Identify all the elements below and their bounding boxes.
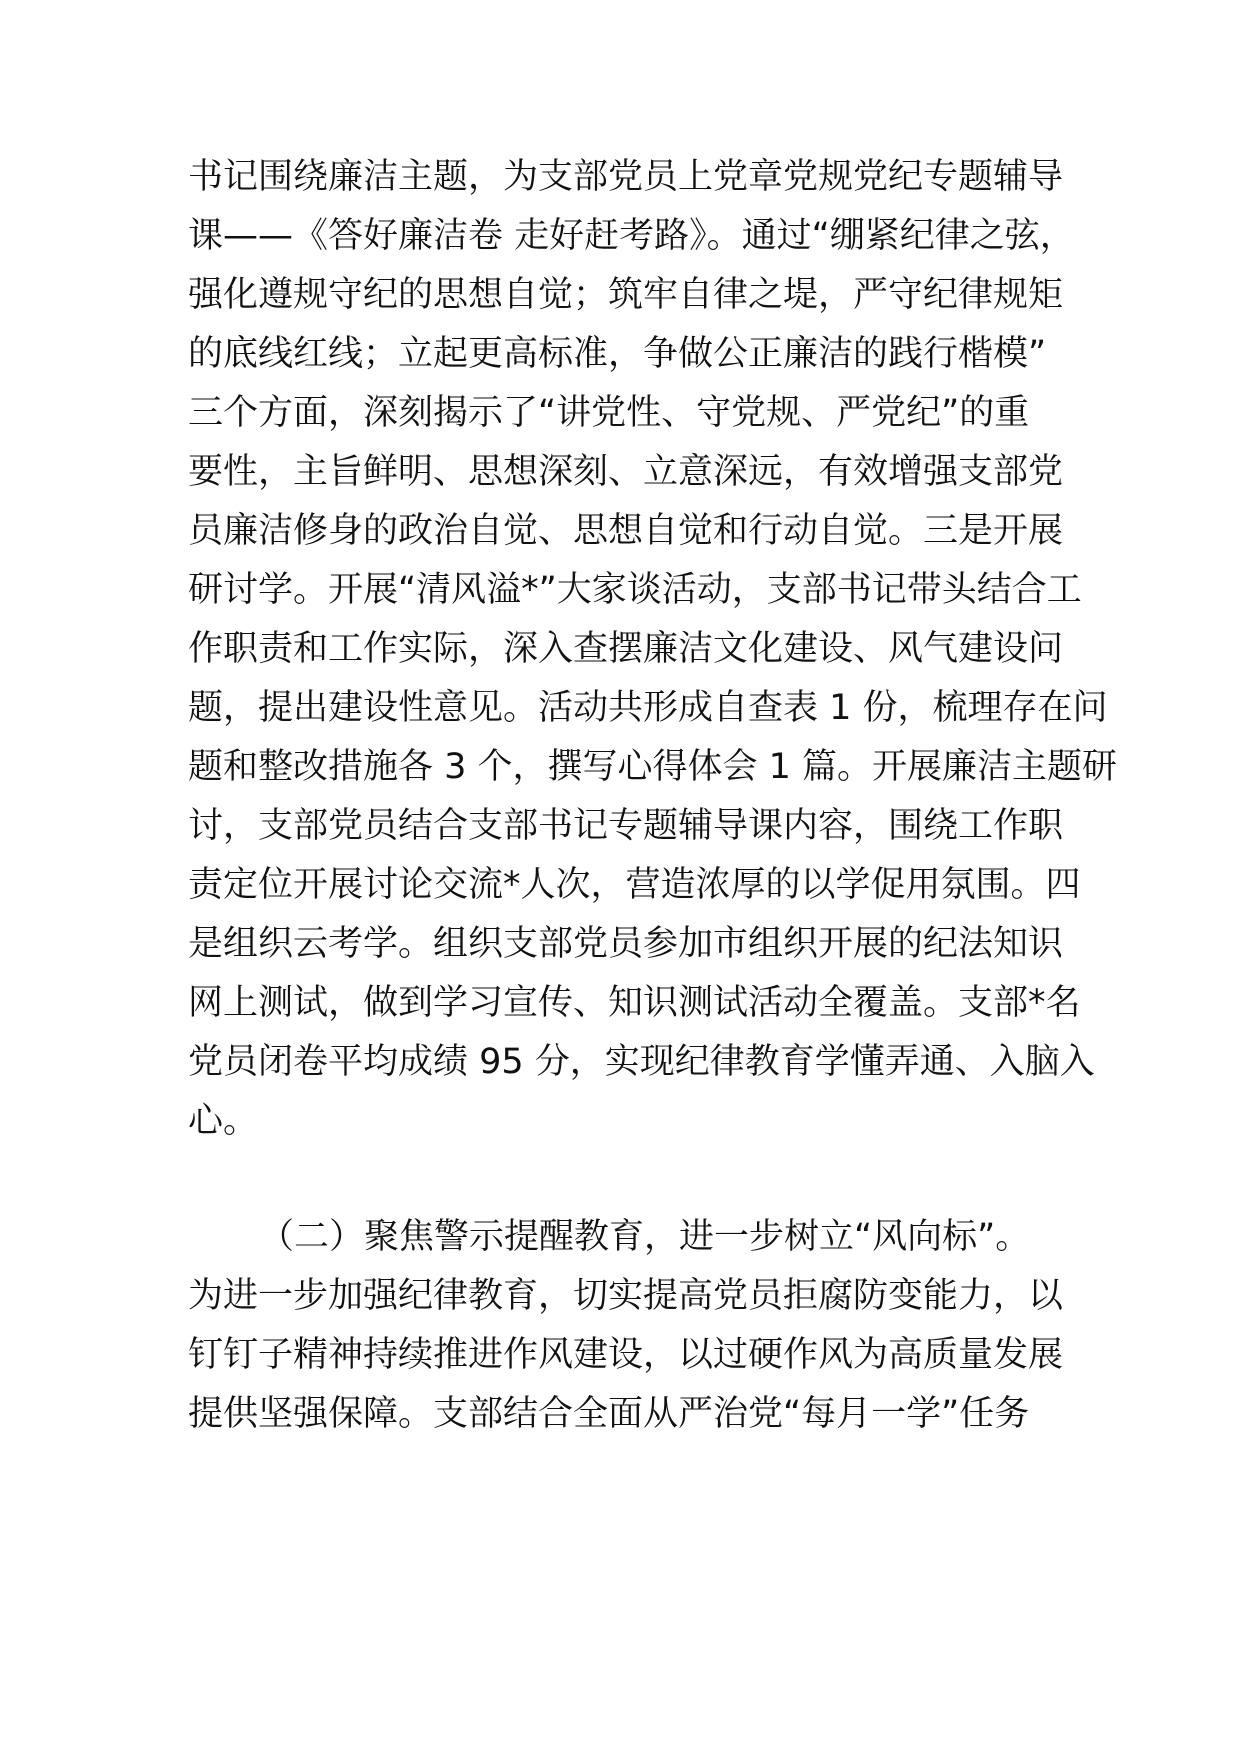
- paragraph-1-line-16: 党员闭卷平均成绩 95 分，实现纪律教育学懂弄通、入脑入: [188, 1042, 1095, 1082]
- paragraph-1-line-15: 网上测试，做到学习宣传、知识测试活动全覆盖。支部*名: [188, 983, 1081, 1023]
- paragraph-1-line-4: 的底线红线；立起更高标准，争做公正廉洁的践行楷模”: [188, 334, 1047, 374]
- paragraph-1-line-6: 要性，主旨鲜明、思想深刻、立意深远，有效增强支部党: [188, 452, 1064, 492]
- paragraph-1-line-17: 心。: [188, 1101, 259, 1141]
- paragraph-2-line-2: 为进一步加强纪律教育，切实提高党员拒腐防变能力，以: [188, 1276, 1064, 1316]
- paragraph-1-line-3: 强化遵规守纪的思想自觉；筑牢自律之堤，严守纪律规矩: [188, 275, 1064, 315]
- paragraph-1-line-10: 题，提出建设性意见。活动共形成自查表 1 份，梳理存在问: [188, 688, 1108, 728]
- paragraph-1-line-2: 课——《答好廉洁卷 走好赶考路》。通过“绷紧纪律之弦，: [188, 216, 1075, 256]
- paragraph-1-line-13: 责定位开展讨论交流*人次，营造浓厚的以学促用氛围。四: [188, 865, 1081, 905]
- paragraph-1-line-5: 三个方面，深刻揭示了“讲党性、守党规、严党纪”的重: [188, 393, 1030, 433]
- paragraph-1-line-1: 书记围绕廉洁主题，为支部党员上党章党规党纪专题辅导: [188, 157, 1064, 197]
- paragraph-1-line-11: 题和整改措施各 3 个，撰写心得体会 1 篇。开展廉洁主题研: [188, 747, 1118, 787]
- paragraph-1-line-9: 作职责和工作实际，深入查摆廉洁文化建设、风气建设问: [188, 629, 1064, 669]
- paragraph-1-line-7: 员廉洁修身的政治自觉、思想自觉和行动自觉。三是开展: [188, 511, 1064, 551]
- section-heading-line: （二）聚焦警示提醒教育，进一步树立“风向标”。: [259, 1217, 1031, 1257]
- paragraph-1-line-8: 研讨学。开展“清风溢*”大家谈活动，支部书记带头结合工: [188, 570, 1082, 610]
- paragraph-2-line-4: 提供坚强保障。支部结合全面从严治党“每月一学”任务: [188, 1394, 1030, 1434]
- paragraph-1-line-14: 是组织云考学。组织支部党员参加市组织开展的纪法知识: [188, 924, 1064, 964]
- paragraph-1-line-12: 讨，支部党员结合支部书记专题辅导课内容，围绕工作职: [188, 806, 1064, 846]
- paragraph-2-line-3: 钉钉子精神持续推进作风建设，以过硬作风为高质量发展: [188, 1335, 1064, 1375]
